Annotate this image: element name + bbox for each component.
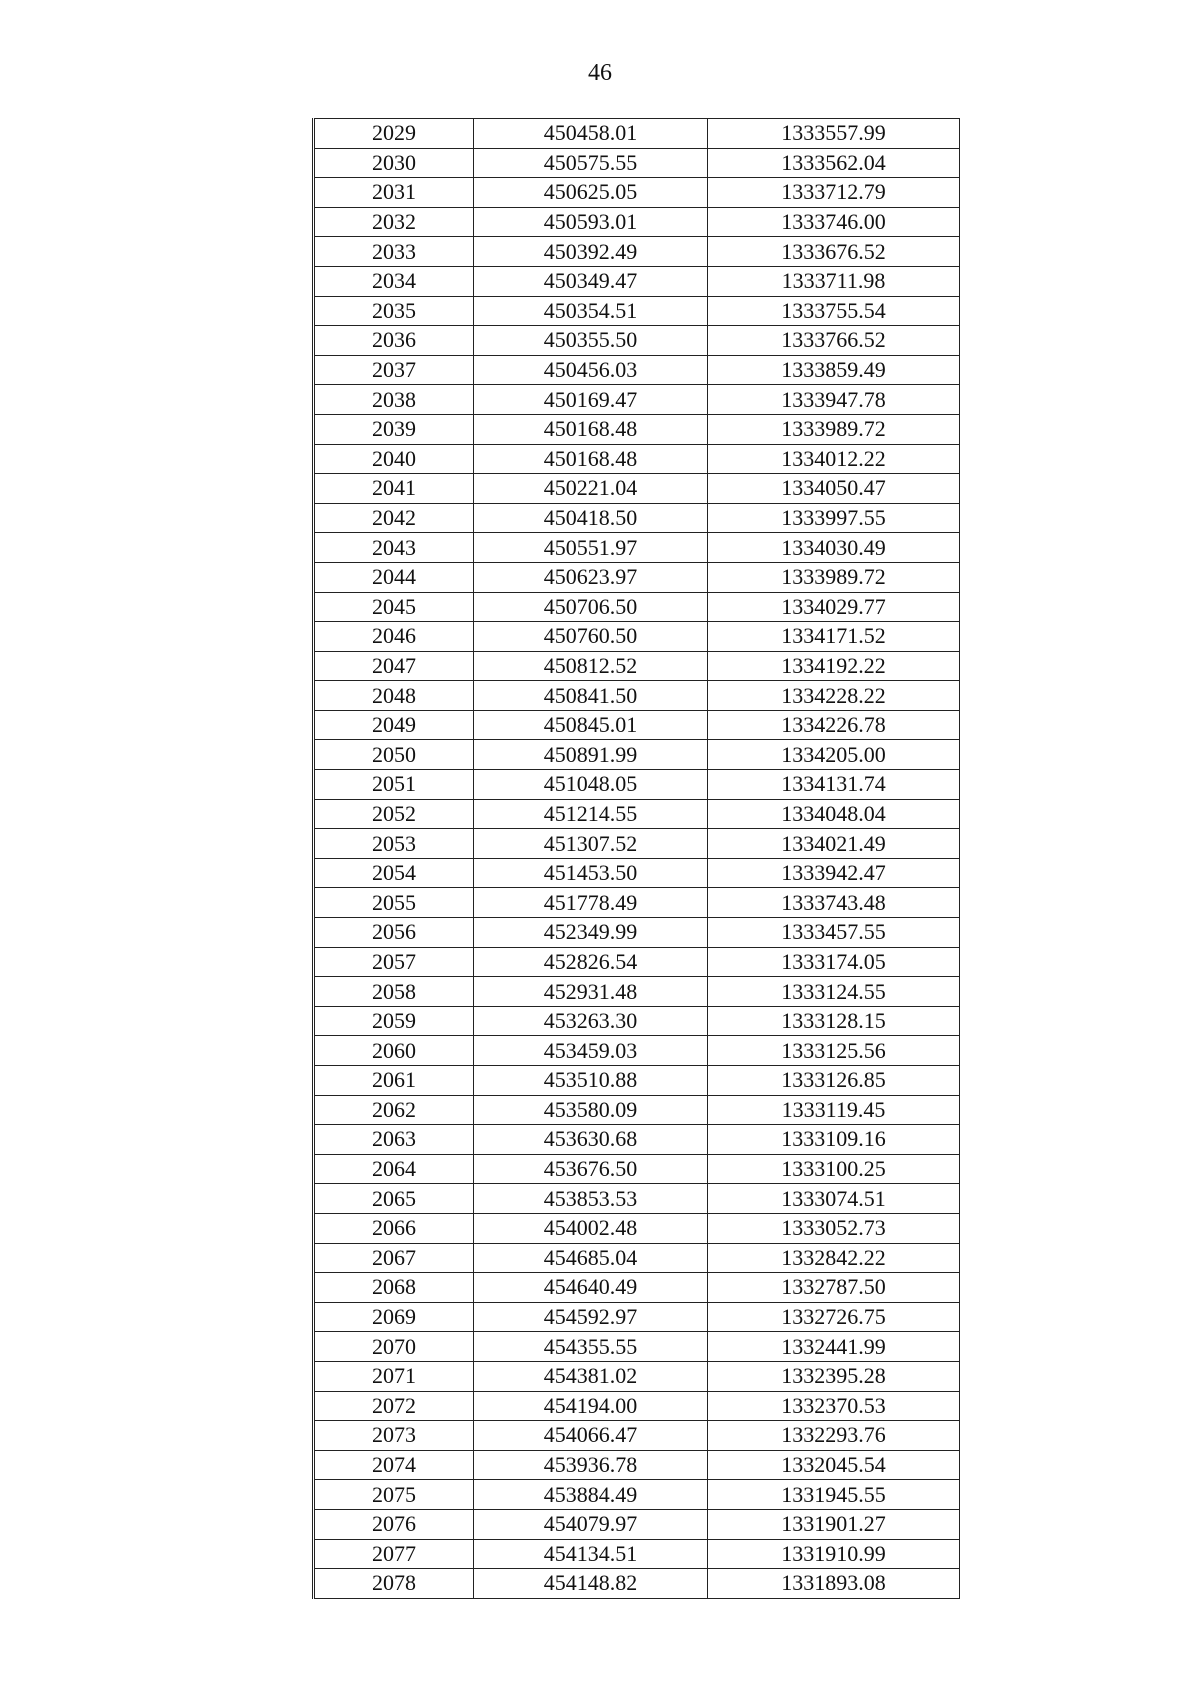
table-row [314, 622, 960, 652]
x-coordinate-cell: 452349.99 [474, 918, 708, 948]
table-row [314, 119, 960, 149]
y-coordinate-cell: 1332293.76 [708, 1421, 960, 1451]
y-coordinate-cell: 1333997.55 [708, 503, 960, 533]
x-coordinate-cell: 453510.88 [474, 1066, 708, 1096]
point-number-cell: 2056 [314, 918, 474, 948]
table-row [314, 1095, 960, 1125]
table-row [314, 1302, 960, 1332]
x-coordinate-cell: 453884.49 [474, 1480, 708, 1510]
point-number-cell: 2064 [314, 1154, 474, 1184]
table-row [314, 1421, 960, 1451]
table-row [314, 414, 960, 444]
point-number-cell: 2053 [314, 829, 474, 859]
x-coordinate-cell: 450355.50 [474, 326, 708, 356]
y-coordinate-cell: 1333755.54 [708, 296, 960, 326]
table-row [314, 681, 960, 711]
table-row [314, 1480, 960, 1510]
point-number-cell: 2062 [314, 1095, 474, 1125]
table-row [314, 562, 960, 592]
x-coordinate-cell: 453853.53 [474, 1184, 708, 1214]
x-coordinate-cell: 451214.55 [474, 799, 708, 829]
y-coordinate-cell: 1333557.99 [708, 119, 960, 149]
table-row [314, 799, 960, 829]
x-coordinate-cell: 450760.50 [474, 622, 708, 652]
point-number-cell: 2050 [314, 740, 474, 770]
point-number-cell: 2040 [314, 444, 474, 474]
x-coordinate-cell: 450392.49 [474, 237, 708, 267]
table-row [314, 1066, 960, 1096]
point-number-cell: 2031 [314, 178, 474, 208]
x-coordinate-cell: 454148.82 [474, 1569, 708, 1599]
y-coordinate-cell: 1333126.85 [708, 1066, 960, 1096]
x-coordinate-cell: 450845.01 [474, 710, 708, 740]
table-row [314, 1006, 960, 1036]
point-number-cell: 2052 [314, 799, 474, 829]
y-coordinate-cell: 1331893.08 [708, 1569, 960, 1599]
point-number-cell: 2046 [314, 622, 474, 652]
table-row [314, 592, 960, 622]
table-row [314, 444, 960, 474]
table-row [314, 178, 960, 208]
x-coordinate-cell: 450812.52 [474, 651, 708, 681]
x-coordinate-cell: 450458.01 [474, 119, 708, 149]
x-coordinate-cell: 451307.52 [474, 829, 708, 859]
x-coordinate-cell: 451048.05 [474, 770, 708, 800]
x-coordinate-cell: 450168.48 [474, 414, 708, 444]
table-row [314, 296, 960, 326]
y-coordinate-cell: 1334226.78 [708, 710, 960, 740]
x-coordinate-cell: 450169.47 [474, 385, 708, 415]
y-coordinate-cell: 1333457.55 [708, 918, 960, 948]
point-number-cell: 2060 [314, 1036, 474, 1066]
table-row [314, 474, 960, 504]
point-number-cell: 2061 [314, 1066, 474, 1096]
point-number-cell: 2077 [314, 1539, 474, 1569]
table-row [314, 1273, 960, 1303]
x-coordinate-cell: 450418.50 [474, 503, 708, 533]
point-number-cell: 2032 [314, 207, 474, 237]
table-row [314, 977, 960, 1007]
table-row [314, 266, 960, 296]
y-coordinate-cell: 1333859.49 [708, 355, 960, 385]
table-row [314, 148, 960, 178]
table-row [314, 858, 960, 888]
y-coordinate-cell: 1333711.98 [708, 266, 960, 296]
y-coordinate-cell: 1333766.52 [708, 326, 960, 356]
x-coordinate-cell: 454194.00 [474, 1391, 708, 1421]
point-number-cell: 2045 [314, 592, 474, 622]
y-coordinate-cell: 1332045.54 [708, 1450, 960, 1480]
y-coordinate-cell: 1331945.55 [708, 1480, 960, 1510]
y-coordinate-cell: 1333743.48 [708, 888, 960, 918]
x-coordinate-cell: 454066.47 [474, 1421, 708, 1451]
x-coordinate-cell: 454640.49 [474, 1273, 708, 1303]
x-coordinate-cell: 453263.30 [474, 1006, 708, 1036]
table-row [314, 1036, 960, 1066]
coordinates-table [312, 118, 960, 1599]
table-row [314, 1213, 960, 1243]
x-coordinate-cell: 450841.50 [474, 681, 708, 711]
y-coordinate-cell: 1334030.49 [708, 533, 960, 563]
y-coordinate-cell: 1331910.99 [708, 1539, 960, 1569]
y-coordinate-cell: 1332370.53 [708, 1391, 960, 1421]
point-number-cell: 2047 [314, 651, 474, 681]
table-row [314, 651, 960, 681]
table-row [314, 1539, 960, 1569]
point-number-cell: 2065 [314, 1184, 474, 1214]
table-row [314, 770, 960, 800]
point-number-cell: 2075 [314, 1480, 474, 1510]
point-number-cell: 2059 [314, 1006, 474, 1036]
y-coordinate-cell: 1332441.99 [708, 1332, 960, 1362]
x-coordinate-cell: 450706.50 [474, 592, 708, 622]
y-coordinate-cell: 1334205.00 [708, 740, 960, 770]
y-coordinate-cell: 1333746.00 [708, 207, 960, 237]
point-number-cell: 2039 [314, 414, 474, 444]
table-row [314, 1569, 960, 1599]
y-coordinate-cell: 1332787.50 [708, 1273, 960, 1303]
x-coordinate-cell: 451778.49 [474, 888, 708, 918]
x-coordinate-cell: 450456.03 [474, 355, 708, 385]
x-coordinate-cell: 454355.55 [474, 1332, 708, 1362]
point-number-cell: 2055 [314, 888, 474, 918]
table-row [314, 918, 960, 948]
point-number-cell: 2067 [314, 1243, 474, 1273]
y-coordinate-cell: 1334228.22 [708, 681, 960, 711]
y-coordinate-cell: 1334171.52 [708, 622, 960, 652]
table-row [314, 533, 960, 563]
point-number-cell: 2074 [314, 1450, 474, 1480]
point-number-cell: 2068 [314, 1273, 474, 1303]
y-coordinate-cell: 1333100.25 [708, 1154, 960, 1184]
table-row [314, 1509, 960, 1539]
y-coordinate-cell: 1333124.55 [708, 977, 960, 1007]
table-row [314, 1332, 960, 1362]
y-coordinate-cell: 1333119.45 [708, 1095, 960, 1125]
y-coordinate-cell: 1333676.52 [708, 237, 960, 267]
point-number-cell: 2030 [314, 148, 474, 178]
x-coordinate-cell: 454592.97 [474, 1302, 708, 1332]
point-number-cell: 2043 [314, 533, 474, 563]
y-coordinate-cell: 1333052.73 [708, 1213, 960, 1243]
table-row [314, 1361, 960, 1391]
y-coordinate-cell: 1334048.04 [708, 799, 960, 829]
y-coordinate-cell: 1333712.79 [708, 178, 960, 208]
table-row [314, 1243, 960, 1273]
point-number-cell: 2070 [314, 1332, 474, 1362]
x-coordinate-cell: 452826.54 [474, 947, 708, 977]
x-coordinate-cell: 453936.78 [474, 1450, 708, 1480]
y-coordinate-cell: 1333109.16 [708, 1125, 960, 1155]
y-coordinate-cell: 1333074.51 [708, 1184, 960, 1214]
table-row [314, 1450, 960, 1480]
y-coordinate-cell: 1334021.49 [708, 829, 960, 859]
point-number-cell: 2038 [314, 385, 474, 415]
x-coordinate-cell: 454002.48 [474, 1213, 708, 1243]
point-number-cell: 2029 [314, 119, 474, 149]
x-coordinate-cell: 450575.55 [474, 148, 708, 178]
y-coordinate-cell: 1332842.22 [708, 1243, 960, 1273]
table-row [314, 1154, 960, 1184]
table-row [314, 1184, 960, 1214]
table-row [314, 888, 960, 918]
y-coordinate-cell: 1331901.27 [708, 1509, 960, 1539]
page-number: 46 [588, 60, 612, 86]
x-coordinate-cell: 450551.97 [474, 533, 708, 563]
table-row [314, 326, 960, 356]
y-coordinate-cell: 1333942.47 [708, 858, 960, 888]
table-row [314, 503, 960, 533]
y-coordinate-cell: 1333989.72 [708, 562, 960, 592]
point-number-cell: 2066 [314, 1213, 474, 1243]
y-coordinate-cell: 1333125.56 [708, 1036, 960, 1066]
x-coordinate-cell: 450623.97 [474, 562, 708, 592]
point-number-cell: 2071 [314, 1361, 474, 1391]
x-coordinate-cell: 453630.68 [474, 1125, 708, 1155]
point-number-cell: 2034 [314, 266, 474, 296]
point-number-cell: 2072 [314, 1391, 474, 1421]
x-coordinate-cell: 450891.99 [474, 740, 708, 770]
y-coordinate-cell: 1332726.75 [708, 1302, 960, 1332]
point-number-cell: 2036 [314, 326, 474, 356]
point-number-cell: 2033 [314, 237, 474, 267]
point-number-cell: 2048 [314, 681, 474, 711]
table-row [314, 1125, 960, 1155]
x-coordinate-cell: 450168.48 [474, 444, 708, 474]
x-coordinate-cell: 450593.01 [474, 207, 708, 237]
x-coordinate-cell: 450625.05 [474, 178, 708, 208]
y-coordinate-cell: 1334050.47 [708, 474, 960, 504]
x-coordinate-cell: 453676.50 [474, 1154, 708, 1184]
x-coordinate-cell: 452931.48 [474, 977, 708, 1007]
y-coordinate-cell: 1334131.74 [708, 770, 960, 800]
table-row [314, 740, 960, 770]
table-row [314, 385, 960, 415]
point-number-cell: 2057 [314, 947, 474, 977]
point-number-cell: 2063 [314, 1125, 474, 1155]
table-row [314, 237, 960, 267]
table-row [314, 355, 960, 385]
y-coordinate-cell: 1334029.77 [708, 592, 960, 622]
x-coordinate-cell: 454381.02 [474, 1361, 708, 1391]
point-number-cell: 2069 [314, 1302, 474, 1332]
x-coordinate-cell: 450349.47 [474, 266, 708, 296]
point-number-cell: 2073 [314, 1421, 474, 1451]
table-row [314, 710, 960, 740]
point-number-cell: 2049 [314, 710, 474, 740]
coordinates-table-body [314, 119, 960, 1599]
point-number-cell: 2035 [314, 296, 474, 326]
point-number-cell: 2042 [314, 503, 474, 533]
x-coordinate-cell: 451453.50 [474, 858, 708, 888]
point-number-cell: 2041 [314, 474, 474, 504]
y-coordinate-cell: 1333128.15 [708, 1006, 960, 1036]
x-coordinate-cell: 453580.09 [474, 1095, 708, 1125]
y-coordinate-cell: 1334012.22 [708, 444, 960, 474]
x-coordinate-cell: 450354.51 [474, 296, 708, 326]
table-row [314, 829, 960, 859]
y-coordinate-cell: 1333562.04 [708, 148, 960, 178]
point-number-cell: 2078 [314, 1569, 474, 1599]
table-row [314, 207, 960, 237]
point-number-cell: 2037 [314, 355, 474, 385]
point-number-cell: 2058 [314, 977, 474, 1007]
table-row [314, 1391, 960, 1421]
y-coordinate-cell: 1332395.28 [708, 1361, 960, 1391]
x-coordinate-cell: 450221.04 [474, 474, 708, 504]
table-row [314, 947, 960, 977]
y-coordinate-cell: 1333174.05 [708, 947, 960, 977]
y-coordinate-cell: 1333989.72 [708, 414, 960, 444]
y-coordinate-cell: 1334192.22 [708, 651, 960, 681]
x-coordinate-cell: 454079.97 [474, 1509, 708, 1539]
point-number-cell: 2044 [314, 562, 474, 592]
point-number-cell: 2076 [314, 1509, 474, 1539]
y-coordinate-cell: 1333947.78 [708, 385, 960, 415]
x-coordinate-cell: 453459.03 [474, 1036, 708, 1066]
x-coordinate-cell: 454134.51 [474, 1539, 708, 1569]
point-number-cell: 2054 [314, 858, 474, 888]
point-number-cell: 2051 [314, 770, 474, 800]
x-coordinate-cell: 454685.04 [474, 1243, 708, 1273]
